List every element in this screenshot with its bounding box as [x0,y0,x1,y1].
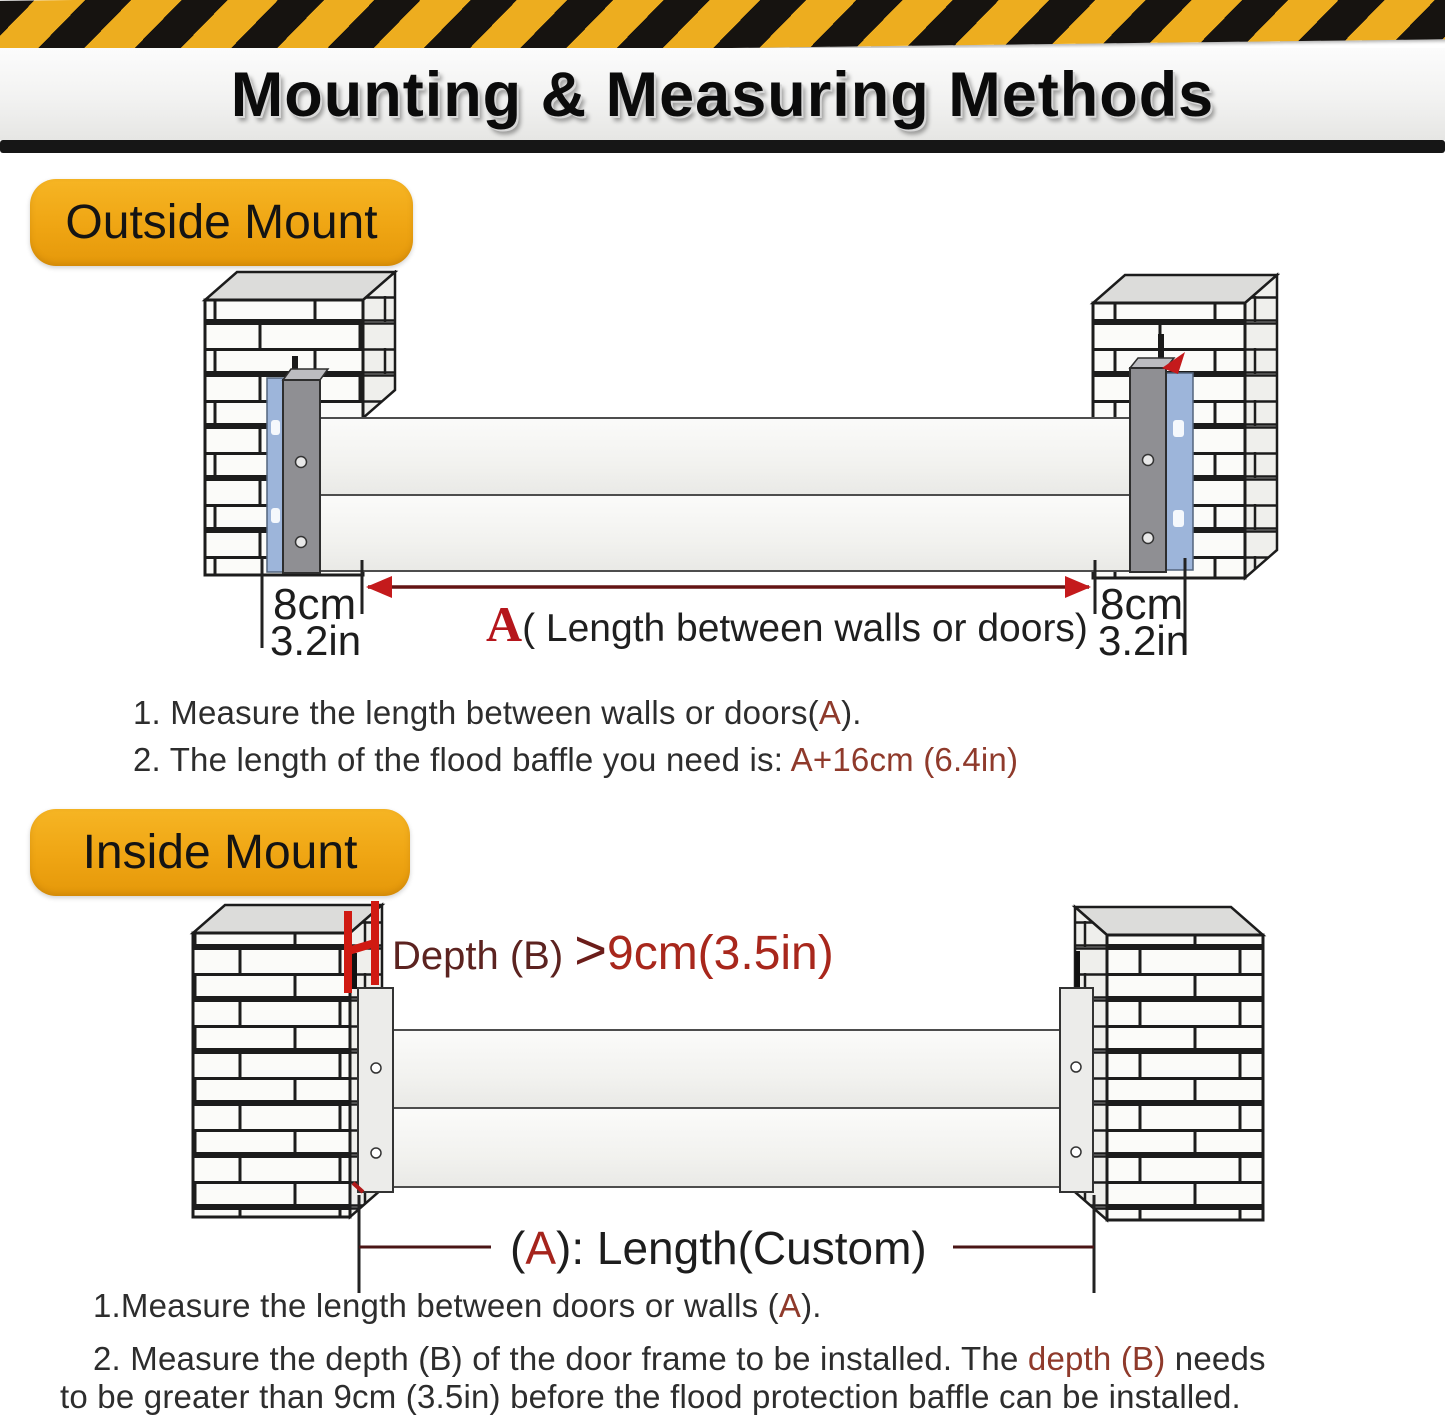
offset-left-in: 3.2in [270,617,362,664]
flood-barrier-panel [385,1030,1070,1187]
inside-step-1: 1.Measure the length between doors or walls (A). [93,1287,822,1324]
length-label: (A): Length(Custom) [510,1222,927,1274]
double-arrow-icon [366,576,1091,598]
outside-step-1: 1. Measure the length between walls or doors(A). [133,694,862,731]
offset-right-in: 3.2in [1098,617,1190,664]
page-title: Mounting & Measuring Methods [230,60,1215,130]
measurement-outside [262,558,1189,664]
inside-step-2-line2: to be greater than 9cm (3.5in) before the flood protection baffle can be installed. [60,1378,1241,1415]
mounting-plate-left [352,953,393,1192]
flood-barrier-panel [310,418,1140,571]
seal-strip-left [267,378,284,572]
seal-strip-right [1166,373,1193,570]
divider-bar [0,140,1445,153]
title-band [0,48,1445,140]
inside-step-2-line1: 2. Measure the depth (B) of the door frame to be installed. The depth (B) needs [93,1340,1266,1377]
offset-left-cm: 8cm [273,580,357,629]
outside-step-2: 2. The length of the flood baffle you need is: A+16cm (6.4in) [133,741,1019,778]
outside-mount-diagram [190,270,1280,670]
span-label: A( Length between walls or doors) [486,596,1088,652]
depth-label: Depth (B) >9cm(3.5in) [392,918,834,981]
inside-mount-diagram [170,895,1290,1300]
outside-mount-label: Outside Mount [30,179,413,266]
measurement-inside [359,1195,1094,1293]
offset-right-cm: 8cm [1100,580,1184,629]
mounting-plate-right [1060,951,1093,1192]
brick-pillar-right [1075,907,1263,1220]
inside-mount-label: Inside Mount [30,809,410,896]
